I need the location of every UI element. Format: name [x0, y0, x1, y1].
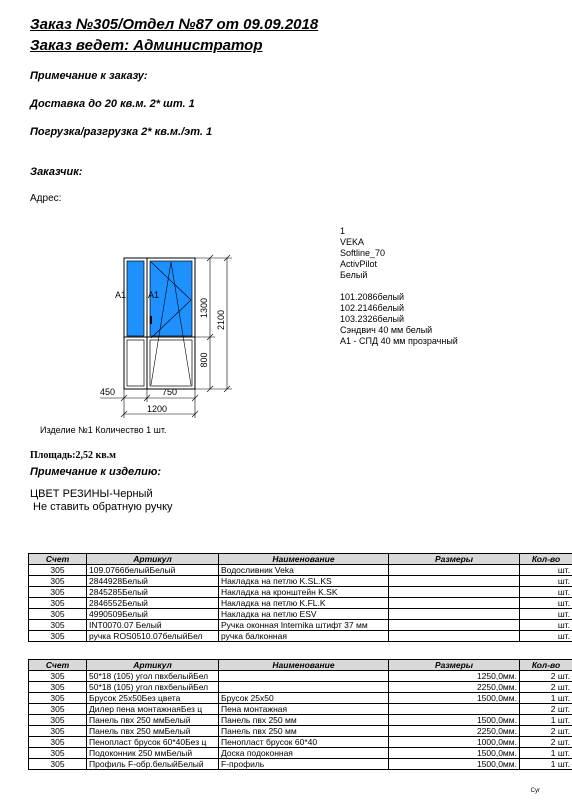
materials-table: [28, 659, 572, 770]
table-cell: Брусок 25x50: [219, 693, 389, 704]
table-cell: 305: [29, 704, 87, 715]
table-cell: [389, 704, 520, 715]
table-cell: 305: [29, 737, 87, 748]
table-cell: Брусок 25x50Без цвета: [87, 693, 219, 704]
table-cell: 305: [29, 587, 87, 598]
order-title: Заказ №305/Отдел №87 от 09.09.2018: [30, 16, 319, 33]
col-header: Артикул: [87, 554, 219, 565]
handle-mark: [150, 316, 152, 324]
table-cell: 2 шт.: [520, 726, 572, 737]
table-cell: шт.: [520, 565, 572, 576]
table-cell: 1500,0мм.: [389, 693, 520, 704]
table-cell: 2 шт.: [520, 737, 572, 748]
table-cell: [389, 631, 520, 642]
table-cell: 4990509Белый: [87, 609, 219, 620]
table-cell: шт.: [520, 598, 572, 609]
table-cell: шт.: [520, 620, 572, 631]
customer-label: Заказчик:: [30, 166, 83, 178]
table-row: [29, 715, 572, 726]
table-cell: F-профиль: [219, 759, 389, 770]
table-cell: шт.: [520, 609, 572, 620]
col-header: Размеры: [389, 660, 520, 671]
table-cell: 305: [29, 631, 87, 642]
table-cell: Панель пвх 250 мм: [219, 715, 389, 726]
table-cell: Подоконник 250 ммБелый: [87, 748, 219, 759]
table-cell: шт.: [520, 587, 572, 598]
item-caption: Изделие №1 Количество 1 шт.: [40, 425, 167, 435]
table-cell: 50*18 (105) угол пвхбелыйБел: [87, 682, 219, 693]
table-cell: 305: [29, 726, 87, 737]
table-cell: 305: [29, 715, 87, 726]
table-cell: 2 шт.: [520, 671, 572, 682]
table-cell: Панель пвх 250 ммБелый: [87, 726, 219, 737]
table-cell: 50*18 (105) угол пвхбелыйБел: [87, 671, 219, 682]
table-cell: шт.: [520, 631, 572, 642]
table-cell: 2844928Белый: [87, 576, 219, 587]
table-cell: 2846552Белый: [87, 598, 219, 609]
table-cell: 305: [29, 620, 87, 631]
table-cell: [389, 587, 520, 598]
table-cell: Дилер пена монтажнаяБез ц: [87, 704, 219, 715]
address-label: Адрес:: [30, 193, 62, 204]
dim-left-width: 450: [100, 387, 116, 397]
table-row: [29, 631, 572, 642]
sash-left-label: A1: [115, 290, 127, 300]
table-cell: Накладка на кронштейн K.SK: [219, 587, 389, 598]
table-cell: 305: [29, 576, 87, 587]
col-header: Счет: [29, 554, 87, 565]
table-header-row: [29, 554, 572, 565]
col-header: Наименование: [219, 660, 389, 671]
table-cell: Ручка оконная Internika штифт 37 мм: [219, 620, 389, 631]
item-note-line: ЦВЕТ РЕЗИНЫ-Черный: [30, 488, 153, 500]
sash-right-label: A1: [148, 290, 160, 300]
table-cell: [389, 565, 520, 576]
spec-line: Сэндвич 40 мм белый: [340, 325, 433, 335]
spec-line: Белый: [340, 270, 368, 280]
table-cell: INT0070.07 Белый: [87, 620, 219, 631]
table-cell: 2250,0мм.: [389, 726, 520, 737]
table-cell: Накладка на петлю K.FL.K: [219, 598, 389, 609]
col-header: Кол-во: [520, 660, 572, 671]
table-cell: [219, 682, 389, 693]
table-cell: [389, 609, 520, 620]
table-row: [29, 565, 572, 576]
table-cell: 2845285Белый: [87, 587, 219, 598]
product-spec: [340, 226, 458, 347]
table-cell: 305: [29, 609, 87, 620]
table-row: [29, 759, 572, 770]
table-cell: 305: [29, 759, 87, 770]
table-cell: Доска подоконная: [219, 748, 389, 759]
table-cell: Водосливник Veka: [219, 565, 389, 576]
dim-right-width: 750: [162, 387, 178, 397]
spec-line: Softline_70: [340, 248, 386, 258]
table-cell: Накладка на петлю K.SL.KS: [219, 576, 389, 587]
order-note-delivery: Доставка до 20 кв.м. 2* шт. 1: [30, 98, 195, 110]
table-cell: 1500,0мм.: [389, 715, 520, 726]
table-cell: 2 шт.: [520, 704, 572, 715]
table-cell: [219, 671, 389, 682]
table-cell: 1500,0мм.: [389, 748, 520, 759]
table-row: [29, 704, 572, 715]
left-glass-pane: [127, 261, 144, 336]
window-drawing: [100, 240, 250, 420]
order-notes-title: Примечание к заказу:: [30, 70, 148, 82]
table-cell: [389, 576, 520, 587]
order-manager: Заказ ведет: Администратор: [30, 37, 263, 54]
item-area: Площадь:2,52 кв.м: [30, 450, 116, 461]
table-row: [29, 748, 572, 759]
table-row: [29, 609, 572, 620]
table-cell: [389, 598, 520, 609]
spec-line: 101.2086белый: [340, 292, 405, 302]
table-cell: 305: [29, 682, 87, 693]
table-cell: Панель пвх 250 ммБелый: [87, 715, 219, 726]
table-cell: 2 шт.: [520, 682, 572, 693]
col-header: Счет: [29, 660, 87, 671]
table-cell: 305: [29, 748, 87, 759]
table-cell: 305: [29, 565, 87, 576]
spec-line: VEKA: [340, 237, 365, 247]
table-cell: ручка ROS0510.07белыйБел: [87, 631, 219, 642]
table-cell: 1 шт.: [520, 715, 572, 726]
table-cell: 109.0766белыйБелый: [87, 565, 219, 576]
col-header: Наименование: [219, 554, 389, 565]
table-cell: Пенопласт брусок 60*40: [219, 737, 389, 748]
table-row: [29, 598, 572, 609]
table-row: [29, 576, 572, 587]
table-cell: 1500,0мм.: [389, 759, 520, 770]
dim-total-width: 1200: [147, 404, 168, 414]
table-cell: 305: [29, 598, 87, 609]
dim-upper-height: 1300: [199, 297, 209, 319]
spec-line: 102.2146белый: [340, 303, 405, 313]
item-note-line: Не ставить обратную ручку: [30, 501, 173, 513]
table-row: [29, 693, 572, 704]
table-row: [29, 726, 572, 737]
dim-lower-height: 800: [199, 352, 209, 368]
table-header-row: [29, 660, 572, 671]
table-cell: шт.: [520, 576, 572, 587]
accessories-table: [28, 553, 572, 642]
table-cell: 1000,0мм.: [389, 737, 520, 748]
table-row: [29, 620, 572, 631]
table-row: [29, 737, 572, 748]
col-header: Артикул: [87, 660, 219, 671]
order-note-loading: Погрузка/разгрузка 2* кв.м./эт. 1: [30, 126, 213, 138]
spec-spacer: [340, 281, 458, 292]
table-cell: Профиль F-обр.белыйБелый: [87, 759, 219, 770]
table-row: [29, 682, 572, 693]
table-cell: [389, 620, 520, 631]
col-header: Кол-во: [520, 554, 572, 565]
table-cell: Пенопласт брусок 60*40Без ц: [87, 737, 219, 748]
col-header: Размеры: [389, 554, 520, 565]
table-cell: 305: [29, 671, 87, 682]
table-cell: ручка балконная: [219, 631, 389, 642]
table-cell: Накладка на петлю ESV: [219, 609, 389, 620]
table-cell: Панель пвх 250 мм: [219, 726, 389, 737]
item-notes-title: Примечание к изделию:: [30, 466, 162, 478]
spec-line: ActivPilot: [340, 259, 378, 269]
table-row: [29, 671, 572, 682]
table-row: [29, 587, 572, 598]
spec-line: 103.2326белый: [340, 314, 405, 324]
table-cell: 1 шт.: [520, 693, 572, 704]
dim-total-height: 2100: [216, 309, 226, 331]
spec-line: 1: [340, 226, 346, 236]
table-cell: Пена монтажная: [219, 704, 389, 715]
table-cell: 305: [29, 693, 87, 704]
footer-mark: Сyr: [530, 788, 540, 794]
table-cell: 2250,0мм.: [389, 682, 520, 693]
table-cell: 1250,0мм.: [389, 671, 520, 682]
table-cell: 1 шт.: [520, 748, 572, 759]
spec-line: A1 - СПД 40 мм прозрачный: [340, 336, 458, 346]
table-cell: 1 шт.: [520, 759, 572, 770]
